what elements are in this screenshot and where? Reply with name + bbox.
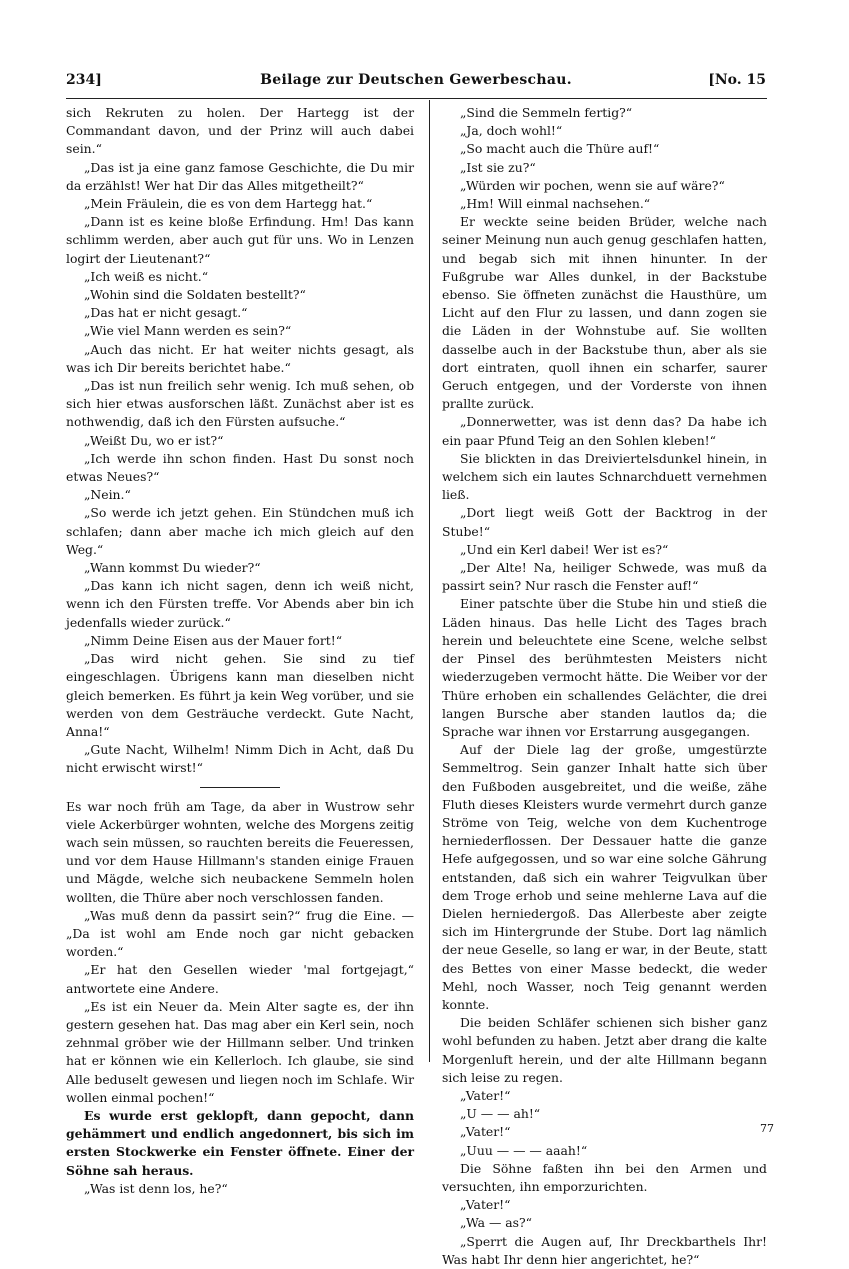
paragraph: „Dann ist es keine bloße Erfindung. Hm! Das kann schlimm werden, aber auch gut für uns. Wo in Lenzen logirt der Lieutenant?“ — [66, 214, 414, 266]
paragraph: „Nimm Deine Eisen aus der Mauer fort!“ — [84, 632, 343, 648]
paragraph: „Mein Fräulein, die es von dem Hartegg hat.“ — [84, 196, 373, 212]
paragraph: „Nein.“ — [84, 487, 131, 503]
paragraph: „Wa — as?“ — [460, 1215, 533, 1231]
paragraph: „Das ist nun freilich sehr wenig. Ich muß sehen, ob sich hier etwas ausforschen läßt. Zunächst aber ist es nothwendig, daß ich den Fürsten aufsuche.“ — [66, 378, 414, 430]
paragraph: „Donnerwetter, was ist denn das? Da habe ich ein paar Pfund Teig an den Sohlen kleben!“ — [442, 414, 767, 448]
paragraph: „Das kann ich nicht sagen, denn ich weiß nicht, wenn ich den Fürsten treffe. Vor Abends aber bin ich jedenfalls wieder zurück.“ — [66, 578, 414, 630]
page-number: 234] — [66, 72, 102, 88]
right-column — [442, 104, 767, 1269]
paragraph: „Dort liegt weiß Gott der Backtrog in der Stube!“ — [442, 505, 767, 539]
paragraph: Er weckte seine beiden Brüder, welche nach seiner Meinung nun auch genug geschlafen hatten, und begab sich mit ihnen hinunter. In der Fußgrube war Alles dunkel, in der Backstube ebenso. Sie öffneten zunächst die Hausthüre, um Licht auf den Flur zu lassen, und dann zogen sie die Läden in der Wohnstube auf. Sie wollten dasselbe auch in der Backstube thun, aber als sie dort eintraten, quoll ihnen ein scharfer, saurer Geruch entgegen, und der Vorderste von ihnen prallte zurück. — [442, 214, 767, 412]
paragraph: „Und ein Kerl dabei! Wer ist es?“ — [460, 541, 669, 557]
paragraph: „Das ist ja eine ganz famose Geschichte, die Du mir da erzählst! Wer hat Dir das Alles mitgetheilt?“ — [66, 159, 414, 193]
paragraph: Die Söhne faßten ihn bei den Armen und versuchten, ihn emporzurichten. — [442, 1160, 767, 1194]
paragraph: „Uuu — — — aaah!“ — [460, 1142, 588, 1158]
paragraph: „Was muß denn da passirt sein?“ frug die Eine. — „Da ist wohl am Ende noch gar nicht gebacken worden.“ — [66, 907, 414, 960]
paragraph: „Vater!“ — [460, 1124, 511, 1140]
paragraph: „Wie viel Mann werden es sein?“ — [84, 323, 292, 339]
paragraph: „Ja, doch wohl!“ — [460, 123, 563, 139]
paragraph: Sie blickten in das Dreiviertelsdunkel hinein, in welchem sich ein lautes Schnarchduett vernehmen ließ. — [442, 450, 767, 503]
paragraph: „Vater!“ — [460, 1087, 511, 1103]
paragraph: „Wann kommst Du wieder?“ — [84, 560, 261, 576]
sheet-signature: 77 — [760, 1122, 774, 1135]
section-divider — [200, 787, 280, 788]
paragraph: „Es ist ein Neuer da. Mein Alter sagte es, der ihn gestern gesehen hat. Das mag aber ein Kerl sein, noch zehnmal gröber wie der Hillmann selber. Und trinken hat er können wie ein Kellerloch. Ich glaube, sie sind Alle beduselt gewesen und liegen noch im Schlafe. Wir wollen einmal pochen!“ — [66, 998, 414, 1105]
paragraph: Es wurde erst geklopft, dann gepocht, dann gehämmert und endlich angedonnert, bis sich im ersten Stockwerke ein Fenster öffnete. Einer der Söhne sah heraus. — [66, 1107, 414, 1178]
paragraph: „Ich werde ihn schon finden. Hast Du sonst noch etwas Neues?“ — [66, 450, 414, 485]
paragraph: Einer patschte über die Stube hin und stieß die Läden hinaus. Das helle Licht des Tages brach herein und beleuchtete eine Scene, welche selbst der Pinsel des berühmtesten Meisters nicht wiederzugeben vermocht hätte. Die Weiber vor der Thüre erhoben ein schallendes Gelächter, die drei langen Bursche aber standen lautlos da; die Sprache war ihnen vor Erstarrung ausgegangen. — [442, 596, 767, 739]
paragraph: „U — — ah!“ — [460, 1106, 541, 1122]
paragraph: „Hm! Will einmal nachsehen.“ — [460, 196, 651, 212]
paragraph: „Er hat den Gesellen wieder 'mal fortgejagt,“ antwortete eine Andere. — [66, 962, 414, 996]
paragraph: „Sperrt die Augen auf, Ihr Dreckbarthels Ihr! Was habt Ihr denn hier angerichtet, he?“ — [442, 1233, 767, 1267]
paragraph: „Auch das nicht. Er hat weiter nichts gesagt, als was ich Dir bereits berichtet habe.“ — [66, 341, 414, 375]
paragraph: „Der Alte! Na, heiliger Schwede, was muß da passirt sein? Nur rasch die Fenster auf!“ — [442, 560, 767, 594]
issue-number: [No. 15 — [708, 72, 766, 88]
paragraph: Die beiden Schläfer schienen sich bisher ganz wohl befunden zu haben. Jetzt aber drang die kalte Morgenluft herein, und der alte Hillmann begann sich leise zu regen. — [442, 1015, 767, 1085]
paragraph: „Gute Nacht, Wilhelm! Nimm Dich in Acht, daß Du nicht erwischt wirst!“ — [66, 742, 414, 776]
paragraph: sich Rekruten zu holen. Der Hartegg ist der Commandant davon, und der Prinz will auch dabei sein.“ — [66, 105, 414, 157]
left-column — [66, 104, 414, 1198]
column-divider — [429, 100, 430, 1062]
paragraph: „Ich weiß es nicht.“ — [84, 268, 209, 284]
paragraph: Auf der Diele lag der große, umgestürzte Semmeltrog. Sein ganzer Inhalt hatte sich über den Fußboden ausgebreitet, und die weiße, zähe Fluth dieses Kleisters wurde vermehrt durch ganze Ströme von Teig, welche von dem Kuchentroge herniederflossen. Der Dessauer hatte die ganze Hefe aufgegossen, und so war eine solche Gährung entstanden, daß sich ein wahrer Teigvulkan über dem Troge erhob und seine mehlerne Lava auf die Dielen herniedergoß. Das Allerbeste aber zeigte sich im Hintergrunde der Stube. Dort lag nämlich der neue Geselle, so lang er war, in der Beute, statt des Bettes von einer Masse bedeckt, die weder Mehl, noch Wasser, noch Teig genannt werden konnte. — [442, 742, 767, 1012]
page-header — [66, 72, 766, 94]
supplement-title: Beilage zur Deutschen Gewerbeschau. — [260, 72, 572, 88]
paragraph: „Vater!“ — [460, 1197, 511, 1213]
paragraph: „Ist sie zu?“ — [460, 159, 536, 175]
paragraph: „Wohin sind die Soldaten bestellt?“ — [84, 287, 306, 303]
paragraph: „Sind die Semmeln fertig?“ — [460, 105, 633, 120]
paragraph: „Würden wir pochen, wenn sie auf wäre?“ — [460, 177, 725, 193]
paragraph: „So werde ich jetzt gehen. Ein Stündchen muß ich schlafen; dann aber mache ich mich gleich auf den Weg.“ — [66, 505, 414, 557]
paragraph: „Das wird nicht gehen. Sie sind zu tief eingeschlagen. Übrigens kann man dieselben nicht gleich bemerken. Es führt ja kein Weg vorüber, und sie werden von dem Gesträuche verdeckt. Gute Nacht, Anna!“ — [66, 651, 414, 739]
paragraph: Es war noch früh am Tage, da aber in Wustrow sehr viele Ackerbürger wohnten, welche des Morgens zeitig wach sein müssen, so rauchten bereits die Feueressen, und vor dem Hause Hillmann's standen einige Frauen und Mägde, welche sich neubackene Semmeln holen wollten, die Thüre aber noch verschlossen fanden. — [66, 798, 414, 905]
paragraph: „Was ist denn los, he?“ — [84, 1180, 228, 1196]
header-rule — [66, 98, 767, 99]
paragraph: „Weißt Du, wo er ist?“ — [84, 432, 224, 448]
paragraph: „Das hat er nicht gesagt.“ — [84, 305, 248, 321]
paragraph: „So macht auch die Thüre auf!“ — [460, 141, 660, 157]
